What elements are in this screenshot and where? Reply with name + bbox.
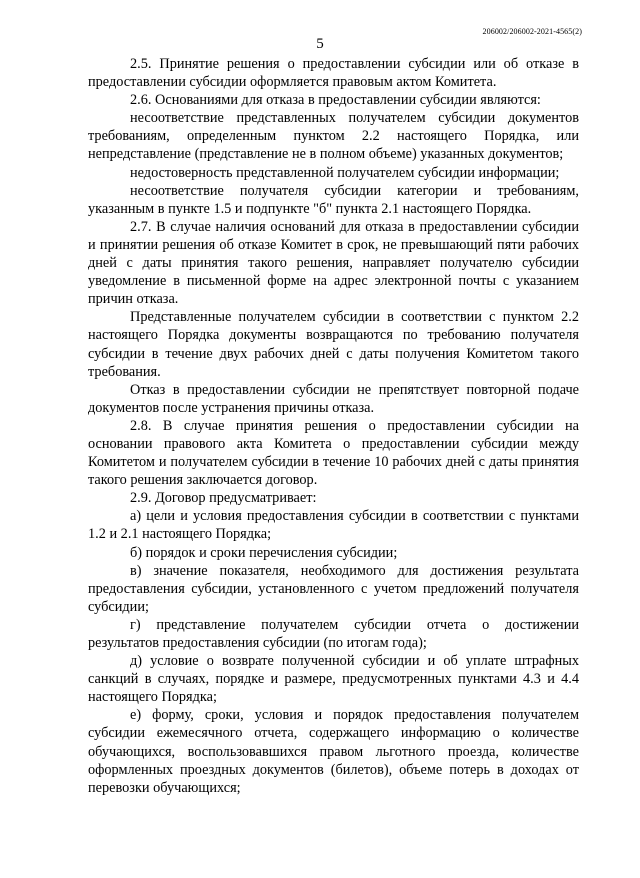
paragraph-2-7: 2.7. В случае наличия оснований для отказа в предоставлении субсидии и принятии решения об отказе Комитет в срок, не превышающий пяти рабочих дней с даты принятия такого решения, направляет получателю субсидии уведомление в письменной форме на адрес электронной почты с указанием причин отказа. bbox=[88, 218, 579, 308]
refusal-ground-unreliable-info: недостоверность представленной получателем субсидии информации; bbox=[130, 164, 560, 181]
refusal-ground-documents: несоответствие представленных получателем субсидии документов требованиям, определенным пунктом 2.2 настоящего Порядка, или непредставление (представление не в полном объеме) указанных документов; bbox=[88, 110, 579, 163]
contract-item-v: в) значение показателя, необходимого для достижения результата предоставления субсидии, установленного с учетом предложений получателя субсидии; bbox=[88, 562, 579, 615]
paragraph-2-5: 2.5. Принятие решения о предоставлении субсидии или об отказе в предоставлении субсидии оформляется правовым актом Комитета. bbox=[88, 56, 579, 91]
paragraph-2-9: 2.9. Договор предусматривает: bbox=[130, 490, 317, 507]
contract-item-b: б) порядок и сроки перечисления субсидии; bbox=[130, 544, 398, 561]
page-number: 5 bbox=[316, 36, 324, 52]
paragraph-2-6: 2.6. Основаниями для отказа в предоставлении субсидии являются: bbox=[130, 92, 541, 109]
contract-item-e: е) форму, сроки, условия и порядок предоставления получателем субсидии ежемесячного отчета, содержащего информацию о количестве обучающихся, воспользовавшихся правом льготного проезда, количестве оформленных проездных документов (билетов), объеме потерь в доходах от перевозки обучающихся; bbox=[88, 707, 579, 796]
contract-item-g: г) представление получателем субсидии отчета о достижении результатов предоставления субсидии (по итогам года); bbox=[88, 616, 579, 651]
paragraph-documents-return: Представленные получателем субсидии в соответствии с пунктом 2.2 настоящего Порядка документы возвращаются по требованию получателя субсидии в течение двух рабочих дней с даты получения Комитетом такого требования. bbox=[88, 309, 579, 380]
refusal-ground-category: несоответствие получателя субсидии категории и требованиям, указанным в пункте 1.5 и подпункте "б" пункта 2.1 настоящего Порядка. bbox=[88, 182, 579, 217]
document-body bbox=[88, 55, 579, 797]
contract-item-d: д) условие о возврате полученной субсидии и об уплате штрафных санкций в случаях, порядке и размере, предусмотренных пунктами 4.3 и 4.4 настоящего Порядка; bbox=[88, 653, 579, 706]
document-id: 206002/206002-2021-4565(2) bbox=[482, 27, 582, 36]
paragraph-resubmission: Отказ в предоставлении субсидии не препятствует повторной подаче документов после устранения причины отказа. bbox=[88, 381, 579, 416]
paragraph-2-8: 2.8. В случае принятия решения о предоставлении субсидии на основании правового акта Комитета о предоставлении субсидии между Комитетом и получателем субсидии в течение 10 рабочих дней с даты принятия такого решения заключается договор. bbox=[88, 417, 579, 489]
contract-item-a: а) цели и условия предоставления субсидии в соответствии с пунктами 1.2 и 2.1 настоящего Порядка; bbox=[88, 508, 579, 543]
